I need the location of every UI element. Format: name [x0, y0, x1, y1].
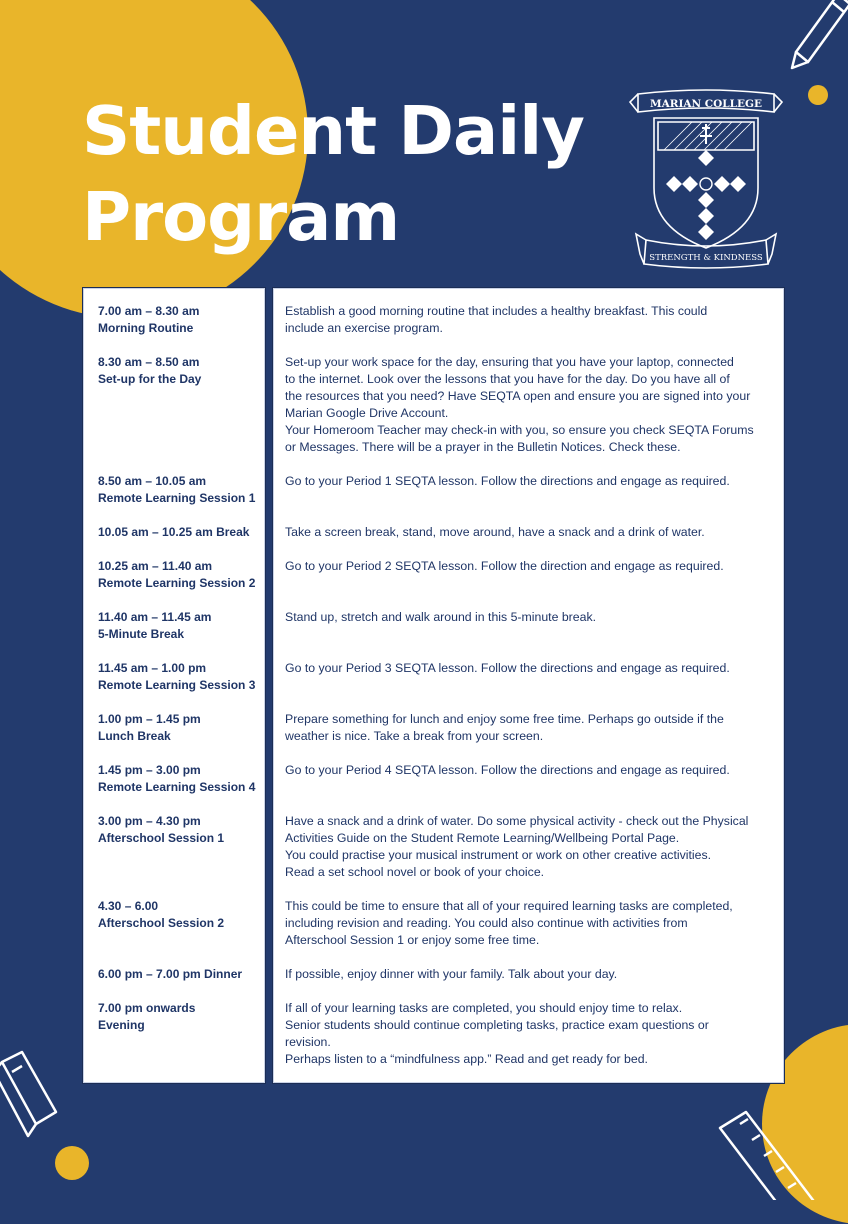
description-row: [285, 660, 775, 711]
description-row: [285, 524, 775, 558]
time-row: [98, 473, 264, 524]
time-row: [98, 1000, 264, 1034]
time-row: [98, 813, 264, 898]
description-line: If all of your learning tasks are completed, you should enjoy time to relax.: [285, 1001, 683, 1015]
time-row: [98, 609, 264, 660]
decorative-dot: [55, 1146, 89, 1180]
description-row: [285, 473, 775, 524]
schedule-times-column: [98, 303, 264, 1034]
description-line: Go to your Period 4 SEQTA lesson. Follow the directions and engage as required.: [285, 763, 730, 777]
description-row: [285, 1000, 775, 1068]
time-label: 5-Minute Break: [98, 627, 185, 641]
description-row: [285, 558, 775, 609]
description-row: [285, 898, 775, 966]
description-line: Perhaps listen to a “mindfulness app.” Read and get ready for bed.: [285, 1052, 648, 1066]
time-range: 10.25 am – 11.40 am: [98, 559, 213, 573]
description-row: [285, 354, 775, 473]
book-icon: [0, 1048, 62, 1140]
description-line: Senior students should continue completing tasks, practice exam questions or: [285, 1018, 709, 1032]
time-range: 8.50 am – 10.05 am: [98, 474, 207, 488]
decorative-dot: [808, 85, 828, 105]
time-label: Remote Learning Session 3: [98, 678, 256, 692]
description-line: include an exercise program.: [285, 321, 443, 335]
description-line: This could be time to ensure that all of your required learning tasks are completed,: [285, 899, 733, 913]
time-row: [98, 558, 264, 609]
time-row: [98, 303, 264, 354]
description-line: If possible, enjoy dinner with your family. Talk about your day.: [285, 967, 618, 981]
time-row: [98, 354, 264, 473]
time-row: [98, 524, 264, 558]
description-line: Prepare something for lunch and enjoy some free time. Perhaps go outside if the: [285, 712, 724, 726]
time-label: Remote Learning Session 1: [98, 491, 256, 505]
description-line: Afterschool Session 1 or enjoy some free time.: [285, 933, 540, 947]
description-line: Establish a good morning routine that includes a healthy breakfast. This could: [285, 304, 708, 318]
title-line-1: Student Daily: [82, 92, 584, 170]
description-row: [285, 711, 775, 762]
description-line: Have a snack and a drink of water. Do some physical activity - check out the Physical: [285, 814, 749, 828]
description-line: Go to your Period 3 SEQTA lesson. Follow the directions and engage as required.: [285, 661, 730, 675]
crest-motto-text: STRENGTH & KINDNESS: [649, 253, 763, 263]
description-line: Read a set school novel or book of your choice.: [285, 865, 545, 879]
description-row: [285, 303, 775, 354]
time-row: [98, 966, 264, 1000]
description-line: Go to your Period 1 SEQTA lesson. Follow the directions and engage as required.: [285, 474, 730, 488]
time-range: 4.30 – 6.00: [98, 899, 159, 913]
time-range: 11.45 am – 1.00 pm: [98, 661, 207, 675]
time-row: [98, 762, 264, 813]
crest-top-text: MARIAN COLLEGE: [649, 98, 763, 110]
time-range: 7.00 am – 8.30 am: [98, 304, 200, 318]
time-label: Afterschool Session 2: [98, 916, 225, 930]
description-line: revision.: [285, 1035, 331, 1049]
description-row: [285, 609, 775, 660]
description-line: the resources that you need? Have SEQTA open and ensure you are signed into your: [285, 389, 751, 403]
description-line: to the internet. Look over the lessons that you have for the day. Do you have all of: [285, 372, 730, 386]
schedule-descriptions-column: [285, 303, 775, 1068]
description-line: or Messages. There will be a prayer in the Bulletin Notices. Check these.: [285, 440, 681, 454]
description-line: Stand up, stretch and walk around in this 5-minute break.: [285, 610, 597, 624]
description-line: You could practise your musical instrument or work on other creative activities.: [285, 848, 712, 862]
description-row: [285, 813, 775, 898]
description-line: Take a screen break, stand, move around, have a snack and a drink of water.: [285, 525, 705, 539]
time-range: 10.05 am – 10.25 am Break: [98, 525, 250, 539]
time-range: 3.00 pm – 4.30 pm: [98, 814, 201, 828]
ruler-icon: [716, 1108, 848, 1200]
time-label: Lunch Break: [98, 729, 171, 743]
time-range: 11.40 am – 11.45 am: [98, 610, 212, 624]
time-label: Remote Learning Session 4: [98, 780, 256, 794]
description-line: Set-up your work space for the day, ensuring that you have your laptop, connected: [285, 355, 734, 369]
time-label: Afterschool Session 1: [98, 831, 225, 845]
page-title: [82, 88, 584, 260]
description-line: weather is nice. Take a break from your screen.: [285, 729, 544, 743]
time-row: [98, 898, 264, 966]
time-range: 1.00 pm – 1.45 pm: [98, 712, 201, 726]
time-row: [98, 660, 264, 711]
pencil-icon: [784, 0, 848, 70]
time-range: 8.30 am – 8.50 am: [98, 355, 200, 369]
marian-college-crest-logo: [628, 88, 784, 270]
description-line: Marian Google Drive Account.: [285, 406, 449, 420]
description-line: Go to your Period 2 SEQTA lesson. Follow the direction and engage as required.: [285, 559, 724, 573]
time-range: 6.00 pm – 7.00 pm Dinner: [98, 967, 243, 981]
description-line: Activities Guide on the Student Remote Learning/Wellbeing Portal Page.: [285, 831, 680, 845]
description-line: including revision and reading. You could also continue with activities from: [285, 916, 688, 930]
time-label: Evening: [98, 1018, 145, 1032]
time-row: [98, 711, 264, 762]
description-row: [285, 966, 775, 1000]
title-line-2: Program: [82, 178, 400, 256]
time-label: Set-up for the Day: [98, 372, 202, 386]
time-range: 1.45 pm – 3.00 pm: [98, 763, 201, 777]
description-line: Your Homeroom Teacher may check-in with you, so ensure you check SEQTA Forums: [285, 423, 754, 437]
description-row: [285, 762, 775, 813]
time-label: Morning Routine: [98, 321, 194, 335]
time-label: Remote Learning Session 2: [98, 576, 256, 590]
time-range: 7.00 pm onwards: [98, 1001, 196, 1015]
